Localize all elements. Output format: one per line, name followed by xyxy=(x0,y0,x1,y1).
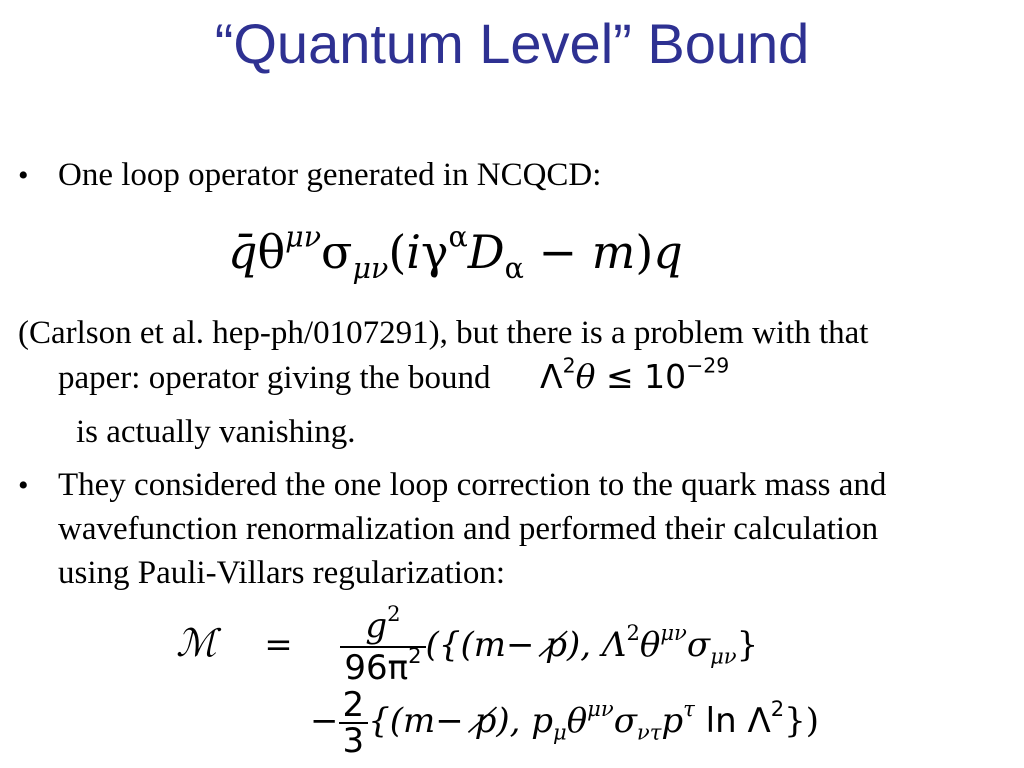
eq2-row1-end: } xyxy=(736,625,759,665)
eq1-sup-munu: μν xyxy=(285,220,322,254)
paragraph-line-2: paper: operator giving the bound xyxy=(58,360,491,396)
eq2-row1-exp: 2 xyxy=(626,620,640,646)
bound-exp2: 2 xyxy=(562,353,576,378)
bound-theta: θ xyxy=(575,357,596,396)
eq2-row2-sub-nutau: ντ xyxy=(636,719,662,745)
bullet-2-line-2: wavefunction renormalization and performed their calculation xyxy=(58,511,879,547)
bound-leq: ≤ 10 xyxy=(595,357,687,396)
eq2-num-g: g xyxy=(365,606,388,646)
eq2-fraction-numerator xyxy=(340,601,425,648)
paragraph-line-1: (Carlson et al. hep-ph/0107291), but there is a problem with that xyxy=(18,315,869,351)
eq2-fraction-denominator xyxy=(340,643,425,688)
eq1-gamma: γ xyxy=(420,225,449,279)
eq1-qbar: q̄ xyxy=(228,225,258,279)
eq2-row1-sub: μν xyxy=(710,643,737,669)
eq2-lhs: ℳ xyxy=(176,621,217,665)
mass-correction-equation-row-1 xyxy=(176,601,759,688)
eq1-D: D xyxy=(467,225,505,279)
eq1-sub-munu: μν xyxy=(352,251,389,285)
eq1-sub-alpha: α xyxy=(504,251,524,285)
eq2-row1-sigma: σ xyxy=(686,625,711,665)
bullet-marker-1: • xyxy=(18,159,29,192)
eq1-theta: θ xyxy=(257,225,286,279)
eq2-f2-num: 2 xyxy=(339,688,369,724)
eq2-row2-end: }) xyxy=(784,701,820,741)
operator-equation xyxy=(228,220,683,285)
eq2-row1-theta: θ xyxy=(639,625,661,665)
eq2-num-exp: 2 xyxy=(387,601,401,627)
eq2-den: 96π xyxy=(344,648,409,688)
eq2-row2-a: {(m− p̸), p xyxy=(368,701,553,741)
bullet-2-line-1: They considered the one loop correction to the quark mass and xyxy=(58,467,887,503)
bullet-1-text: One loop operator generated in NCQCD: xyxy=(58,157,602,193)
eq2-den-exp: 2 xyxy=(408,643,422,669)
bound-lambda: Λ xyxy=(540,357,563,396)
eq2-row2-minus: − xyxy=(310,701,339,741)
paragraph-line-3: is actually vanishing. xyxy=(76,414,356,450)
eq1-q: q xyxy=(653,225,683,279)
mass-correction-equation-row-2 xyxy=(310,685,820,761)
eq2-row2-ln: ln Λ xyxy=(694,701,771,741)
eq2-row2-munu: μν xyxy=(587,696,614,722)
eq2-row2-sigma: σ xyxy=(613,701,637,741)
eq2-row1-a: ({(m− p̸), Λ xyxy=(425,625,627,665)
slide-title: “Quantum Level” Bound xyxy=(214,12,810,75)
eq2-equals: = xyxy=(264,625,293,665)
bullet-marker-2: • xyxy=(18,469,29,502)
eq2-row2-p: p xyxy=(661,701,684,741)
eq1-paren-open: ( xyxy=(388,225,407,279)
eq1-minus-m: − m xyxy=(523,225,636,279)
eq2-row1-munu: μν xyxy=(660,620,687,646)
eq2-row2-exp: 2 xyxy=(770,696,785,722)
bound-formula xyxy=(540,355,729,399)
eq2-row2-theta: θ xyxy=(566,701,588,741)
bullet-2-line-3: using Pauli-Villars regularization: xyxy=(58,555,506,591)
eq2-fraction xyxy=(340,601,425,688)
bound-exp: −29 xyxy=(686,353,730,378)
eq2-row2-tau: τ xyxy=(683,696,695,722)
eq1-sigma: σ xyxy=(321,225,353,279)
eq1-paren-close: ) xyxy=(635,225,654,279)
eq2-f2-den: 3 xyxy=(342,721,365,761)
eq2-row2-sub-mu: μ xyxy=(552,719,567,745)
eq1-i: i xyxy=(406,225,421,279)
eq2-fraction-two-thirds xyxy=(339,685,369,761)
eq1-sup-alpha: α xyxy=(448,220,468,254)
